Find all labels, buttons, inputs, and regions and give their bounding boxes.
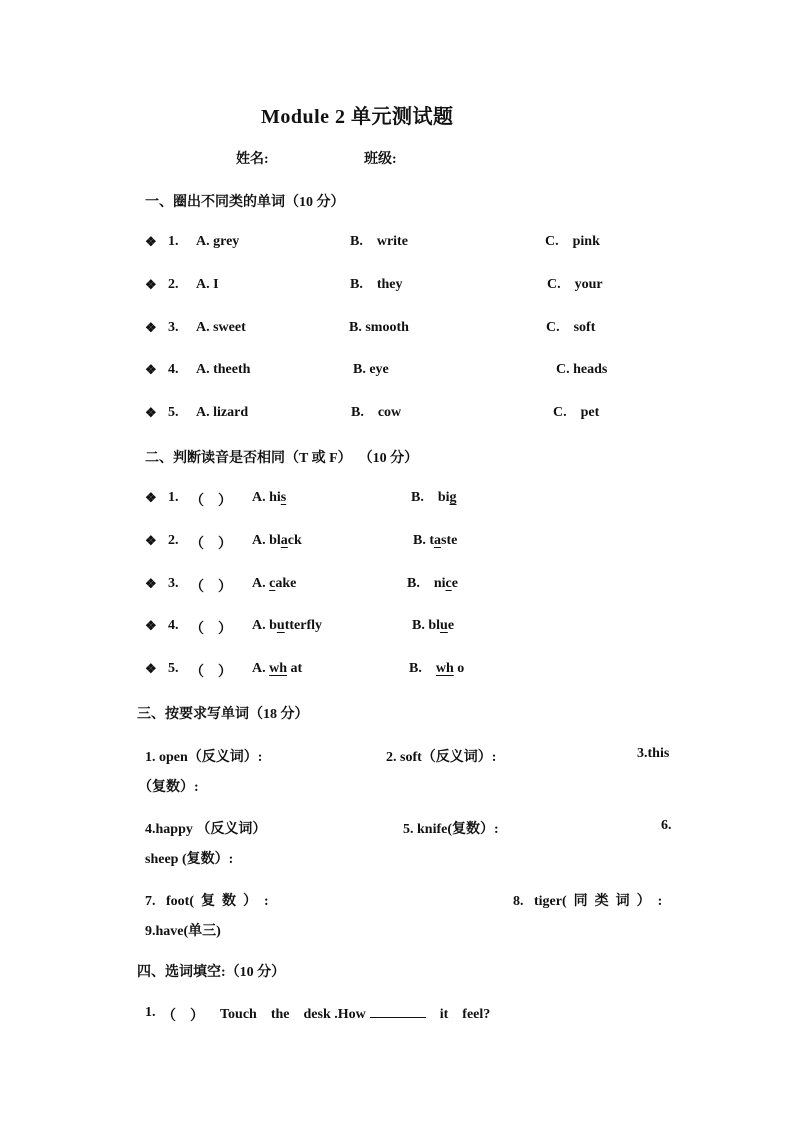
diamond-bullet-icon: ❖ bbox=[145, 234, 157, 249]
diamond-bullet-icon: ❖ bbox=[145, 320, 157, 335]
option-b: B. taste bbox=[413, 533, 458, 548]
section2-heading: 二、判断读音是否相同（T 或 F） （10 分） bbox=[145, 451, 419, 466]
item-number: 5. bbox=[168, 661, 179, 676]
option-c: C. your bbox=[547, 277, 603, 292]
diamond-bullet-icon: ❖ bbox=[145, 661, 157, 676]
option-b: B. blue bbox=[412, 618, 455, 633]
diamond-bullet-icon: ❖ bbox=[145, 405, 157, 420]
diamond-bullet-icon: ❖ bbox=[145, 490, 157, 505]
option-b: B. wh o bbox=[409, 661, 465, 676]
word-task-continuation: 9.have(单三) bbox=[145, 924, 221, 939]
item-number: 4. bbox=[168, 618, 179, 633]
option-a: A. wh at bbox=[252, 661, 303, 676]
class-label: 班级: bbox=[364, 152, 397, 167]
option-b: B. eye bbox=[353, 362, 389, 377]
option-c: C. heads bbox=[556, 362, 608, 377]
answer-paren: （ ） bbox=[190, 537, 232, 552]
word-task-continuation: sheep (复数）: bbox=[145, 852, 234, 867]
option-b: B. big bbox=[411, 490, 457, 505]
option-a: A. black bbox=[252, 533, 302, 548]
option-a: A. his bbox=[252, 490, 287, 505]
option-b: B. write bbox=[350, 234, 408, 249]
answer-paren: （ ） bbox=[190, 622, 232, 637]
option-b: B. cow bbox=[351, 405, 402, 420]
question-text: Touch the desk .How it feel? bbox=[220, 1007, 491, 1022]
diamond-bullet-icon: ❖ bbox=[145, 618, 157, 633]
word-task: 1. open（反义词）: bbox=[145, 750, 263, 765]
option-a: A. sweet bbox=[196, 320, 246, 335]
item-number: 3. bbox=[168, 320, 179, 335]
option-c: C. pet bbox=[553, 405, 600, 420]
item-number: 1. bbox=[145, 1005, 156, 1020]
option-a: A. lizard bbox=[196, 405, 249, 420]
answer-paren: （ ） bbox=[162, 1009, 204, 1024]
word-task: 7. foot( 复 数 ） : bbox=[145, 894, 269, 909]
diamond-bullet-icon: ❖ bbox=[145, 576, 157, 591]
diamond-bullet-icon: ❖ bbox=[145, 533, 157, 548]
word-task: 4.happy （反义词） bbox=[145, 822, 267, 837]
option-c: C. pink bbox=[545, 234, 600, 249]
item-number: 5. bbox=[168, 405, 179, 420]
word-task: 2. soft（反义词）: bbox=[386, 750, 497, 765]
answer-paren: （ ） bbox=[190, 665, 232, 680]
word-task: 6. bbox=[661, 818, 672, 833]
answer-paren: （ ） bbox=[190, 494, 232, 509]
item-number: 1. bbox=[168, 490, 179, 505]
word-task-continuation: （复数）: bbox=[138, 780, 199, 795]
answer-blank[interactable] bbox=[370, 1005, 426, 1018]
section4-heading: 四、选词填空:（10 分） bbox=[137, 965, 286, 980]
option-c: C. soft bbox=[546, 320, 596, 335]
option-b: B. smooth bbox=[349, 320, 409, 335]
section3-heading: 三、按要求写单词（18 分） bbox=[137, 707, 309, 722]
item-number: 4. bbox=[168, 362, 179, 377]
option-a: A. grey bbox=[196, 234, 240, 249]
word-task: 5. knife(复数）: bbox=[403, 822, 499, 837]
diamond-bullet-icon: ❖ bbox=[145, 277, 157, 292]
item-number: 2. bbox=[168, 533, 179, 548]
section1-heading: 一、圈出不同类的单词（10 分） bbox=[145, 195, 345, 210]
answer-paren: （ ） bbox=[190, 580, 232, 595]
word-task: 8. tiger( 同 类 词 ） : bbox=[513, 894, 663, 909]
option-a: A. I bbox=[196, 277, 219, 292]
option-a: A. cake bbox=[252, 576, 297, 591]
option-b: B. they bbox=[350, 277, 403, 292]
page-title: Module 2 单元测试题 bbox=[261, 106, 454, 128]
item-number: 1. bbox=[168, 234, 179, 249]
name-label: 姓名: bbox=[236, 152, 269, 167]
item-number: 2. bbox=[168, 277, 179, 292]
option-a: A. theeth bbox=[196, 362, 251, 377]
item-number: 3. bbox=[168, 576, 179, 591]
option-a: A. butterfly bbox=[252, 618, 323, 633]
diamond-bullet-icon: ❖ bbox=[145, 362, 157, 377]
word-task: 3.this bbox=[637, 746, 670, 761]
option-b: B. nice bbox=[407, 576, 458, 591]
